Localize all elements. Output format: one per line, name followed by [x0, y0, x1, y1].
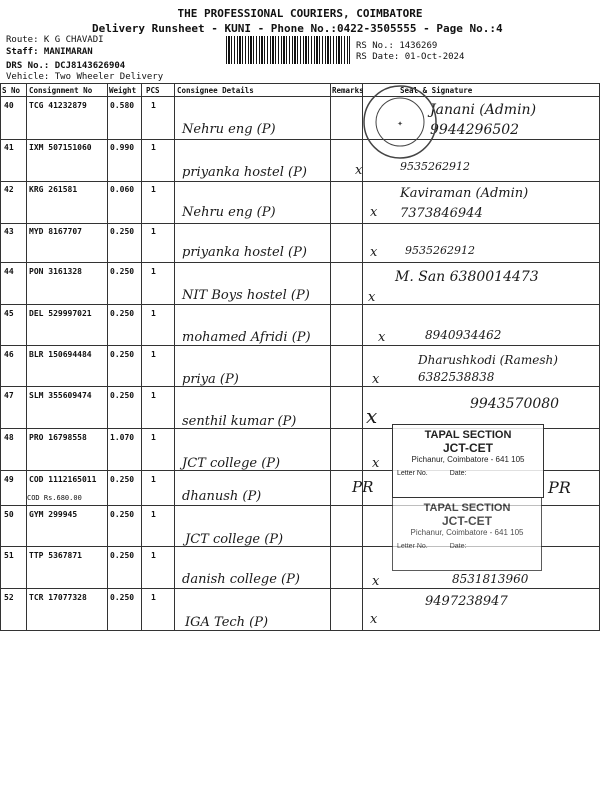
row-consignee: JCT college (P) [182, 456, 281, 471]
row-weight: 0.250 [110, 510, 135, 519]
row-signature: Janani (Admin) 9944296502 [430, 102, 537, 138]
row-remark-mark: x [355, 163, 363, 178]
row-signature: M. San 6380014473 [395, 269, 539, 285]
row-consignment: COD 1112165011 [29, 475, 97, 484]
row-consignment: PON 3161328 [29, 267, 82, 276]
row-remark-mark: x [372, 456, 380, 471]
row-remark-mark: x [368, 290, 376, 305]
row-consignment: GYM 299945 [29, 510, 78, 519]
institution-seal [360, 82, 440, 162]
company-title: THE PROFESSIONAL COURIERS, COIMBATORE [177, 7, 423, 20]
row-consignment: BLR 150694484 [29, 350, 92, 359]
svg-text:✦: ✦ [397, 121, 403, 128]
row-signature: 9497238947 [425, 594, 508, 609]
row-weight: 1.070 [110, 433, 135, 442]
row-consignee: priyanka hostel (P) [182, 245, 307, 260]
row-consignee: senthil kumar (P) [182, 414, 297, 429]
row-sno: 49 [4, 475, 14, 484]
row-pcs: 1 [151, 475, 156, 484]
tapal-stamp [392, 424, 544, 498]
row-consignment: TCR 17077328 [29, 593, 87, 602]
row-sno: 43 [4, 227, 14, 236]
col-signature: Seal & Signature [400, 86, 473, 95]
row-pcs: 1 [151, 433, 156, 442]
rs-date: RS Date: 01-Oct-2024 [356, 52, 465, 62]
row-signature: Dharushkodi (Ramesh) 6382538838 [418, 353, 558, 384]
row-pcs: 1 [151, 391, 156, 400]
stamp-place: Pichanur, Coimbatore - 641 105 [411, 455, 525, 464]
stamp-date: Date: [449, 470, 467, 477]
row-pcs: 1 [151, 101, 156, 110]
row-weight: 0.250 [110, 593, 135, 602]
row-consignee: JCT college (P) [185, 532, 284, 547]
row-consignment: MYD 8167707 [29, 227, 82, 236]
col-weight: Weight [109, 86, 137, 95]
row-consignment: KRG 261581 [29, 185, 78, 194]
row-sno: 51 [4, 551, 14, 560]
stamp-letter-no: Letter No. [397, 470, 428, 477]
cod-amount: COD Rs.680.00 [27, 494, 82, 502]
rs-number: RS No.: 1436269 [356, 41, 438, 51]
stamp-title: TAPAL SECTION [424, 429, 512, 441]
col-consignee: Consignee Details [177, 86, 254, 95]
col-pcs: PCS [146, 86, 160, 95]
row-consignment: TTP 5367871 [29, 551, 82, 560]
row-weight: 0.250 [110, 309, 135, 318]
row-consignment: DEL 529997021 [29, 309, 92, 318]
row-pcs: 1 [151, 350, 156, 359]
row-pcs: 1 [151, 593, 156, 602]
runsheet-title: Delivery Runsheet - KUNI - Phone No.:0422-3505555 - Page No.:4 [92, 22, 503, 35]
stamp-date: Date: [449, 543, 467, 550]
row-weight: 0.250 [110, 551, 135, 560]
row-pcs: 1 [151, 267, 156, 276]
row-pcs: 1 [151, 185, 156, 194]
row-weight: 0.250 [110, 391, 135, 400]
row-consignee: Nehru eng (P) [182, 205, 276, 220]
row-sno: 42 [4, 185, 14, 194]
row-consignee: priya (P) [182, 372, 239, 387]
row-pcs: 1 [151, 309, 156, 318]
col-consignment: Consignment No [29, 86, 93, 95]
row-remark-mark: x [378, 330, 386, 345]
row-consignee: priyanka hostel (P) [182, 165, 307, 180]
row-remark-mark: x [372, 372, 380, 387]
staff-label: Staff: MANIMARAN [6, 47, 93, 57]
row-sno: 48 [4, 433, 14, 442]
row-consignment: TCG 41232879 [29, 101, 87, 110]
col-remarks: Remarks [332, 86, 364, 95]
row-signature: Kaviraman (Admin) 7373846944 [400, 186, 529, 221]
stamp-letter-no: Letter No. [397, 543, 428, 550]
row-sno: 41 [4, 143, 14, 152]
row-weight: 0.250 [110, 227, 135, 236]
row-sno: 52 [4, 593, 14, 602]
row-weight: 0.250 [110, 475, 135, 484]
row-weight: 0.580 [110, 101, 135, 110]
barcode [226, 36, 350, 64]
stamp-org: JCT-CET [441, 514, 492, 528]
row-consignee: mohamed Afridi (P) [182, 330, 311, 345]
row-remark-mark: x [370, 612, 378, 627]
drs-number: DRS No.: DCJ8143626904 [6, 61, 126, 71]
row-remark-mark: x [366, 404, 378, 428]
vehicle-label: Vehicle: Two Wheeler Delivery [6, 72, 164, 82]
row-weight: 0.250 [110, 267, 135, 276]
row-consignment: IXM 507151060 [29, 143, 92, 152]
row-remark-mark: x [370, 205, 378, 220]
row-consignment: PRO 16798558 [29, 433, 87, 442]
row-signature: 9943570080 [470, 396, 560, 412]
row-weight: 0.990 [110, 143, 135, 152]
row-weight: 0.060 [110, 185, 135, 194]
stamp-org: JCT-CET [442, 441, 493, 455]
row-sno: 45 [4, 309, 14, 318]
row-pcs: 1 [151, 227, 156, 236]
row-sno: 40 [4, 101, 14, 110]
row-consignee: Nehru eng (P) [182, 122, 276, 137]
stamp-title: TAPAL SECTION [423, 502, 511, 514]
row-signature: 8531813960 [452, 572, 529, 586]
row-remark-mark: x [372, 574, 380, 589]
row-pcs: 1 [151, 510, 156, 519]
row-consignee: NIT Boys hostel (P) [182, 288, 310, 303]
row-sno: 44 [4, 267, 14, 276]
row-sno: 47 [4, 391, 14, 400]
row-pcs: 1 [151, 143, 156, 152]
row-consignment: SLM 355609474 [29, 391, 92, 400]
row-pcs: 1 [151, 551, 156, 560]
row-signature: 9535262912 [405, 244, 475, 257]
row-remark-mark: x [370, 245, 378, 260]
row-consignee: danish college (P) [182, 572, 300, 587]
row-signature: 8940934462 [425, 328, 502, 342]
route-label: Route: K G CHAVADI [6, 35, 104, 45]
row-signature: 9535262912 [400, 160, 470, 173]
row-remark-mark-2: PR [548, 478, 571, 497]
row-consignee: IGA Tech (P) [185, 615, 269, 630]
row-sno: 46 [4, 350, 14, 359]
row-weight: 0.250 [110, 350, 135, 359]
tapal-stamp-2 [392, 497, 542, 571]
stamp-place: Pichanur, Coimbatore - 641 105 [410, 528, 524, 537]
col-sno: S No [2, 86, 21, 95]
row-consignee: dhanush (P) [182, 489, 262, 504]
row-remark-mark: PR [352, 478, 374, 496]
row-sno: 50 [4, 510, 14, 519]
